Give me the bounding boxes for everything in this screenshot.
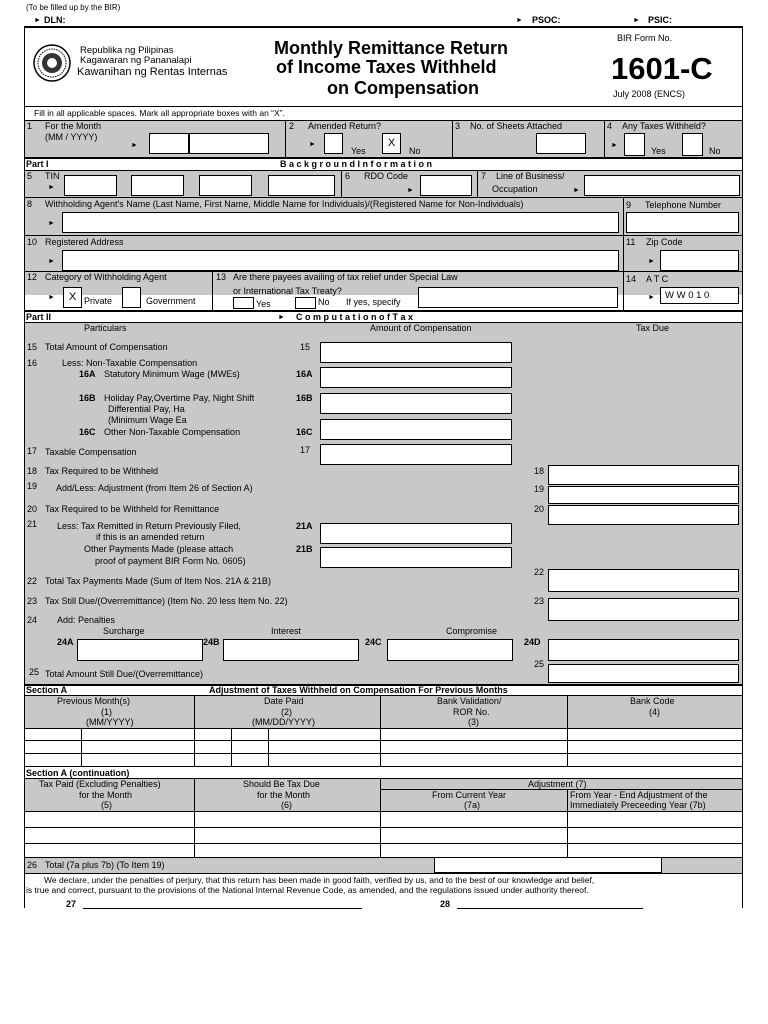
item-26-num: 26 bbox=[27, 860, 38, 870]
tax-remitted-previously-input[interactable] bbox=[320, 523, 512, 544]
item-2-label: Amended Return? bbox=[308, 121, 382, 131]
col4-heading-b: (4) bbox=[649, 707, 660, 717]
relief-yes-label: Yes bbox=[256, 299, 271, 309]
divider bbox=[24, 106, 743, 107]
col3-heading-c: (3) bbox=[468, 717, 479, 727]
item-19-label: Add/Less: Adjustment (from Item 26 of Section A) bbox=[56, 483, 253, 493]
form-number: 1601-C bbox=[611, 51, 713, 86]
col7b-heading-a: From Year - End Adjustment of the bbox=[570, 790, 708, 800]
category-government-label: Government bbox=[146, 296, 196, 306]
item-20-label: Tax Required to be Withheld for Remittance bbox=[45, 504, 220, 514]
item-25-label: Total Amount Still Due/(Overremittance) bbox=[45, 669, 204, 679]
item-12-label: Category of Withholding Agent bbox=[45, 272, 167, 282]
divider bbox=[24, 728, 743, 729]
col2-heading-a: Date Paid bbox=[264, 696, 304, 706]
item-6-num: 6 bbox=[345, 171, 351, 181]
agent-name-input[interactable] bbox=[62, 212, 619, 233]
item-2-num: 2 bbox=[289, 121, 295, 131]
item-14-num: 14 bbox=[626, 274, 637, 284]
form-title-line3: on Compensation bbox=[327, 78, 479, 98]
tax-due-heading: Tax Due bbox=[636, 323, 670, 333]
item-24c-code: 24C bbox=[365, 637, 382, 647]
col1-heading-a: Previous Month(s) bbox=[57, 696, 131, 706]
item-25-num: 25 bbox=[29, 667, 40, 677]
item-24b-code: 24B bbox=[203, 637, 220, 647]
frame-top bbox=[24, 26, 743, 28]
item-21a-label2: if this is an amended return bbox=[96, 532, 205, 542]
divider bbox=[24, 811, 743, 812]
amended-no-label: No bbox=[409, 146, 421, 156]
divider bbox=[24, 740, 743, 741]
divider bbox=[24, 235, 743, 236]
item-15-code: 15 bbox=[300, 342, 311, 352]
item-14-label: A T C bbox=[646, 274, 669, 284]
item-17-label: Taxable Compensation bbox=[45, 447, 137, 457]
item-28-num: 28 bbox=[440, 899, 451, 909]
total-amount-still-due-input[interactable] bbox=[548, 664, 739, 683]
adjustment-input[interactable] bbox=[548, 486, 739, 504]
arrow-icon: ► bbox=[407, 187, 414, 194]
section-a2-label: Section A (continuation) bbox=[26, 768, 130, 778]
item-5-label: TIN bbox=[45, 171, 60, 181]
col1-heading-c: (MM/YYYY) bbox=[86, 717, 134, 727]
arrow-icon: ► bbox=[48, 184, 55, 191]
item-8-num: 8 bbox=[27, 199, 33, 209]
divider bbox=[341, 171, 342, 198]
item-8-label: Withholding Agent's Name (Last Name, First Name, Middle Name for Individuals)/(Registered Name for Non-Individuals) bbox=[45, 199, 524, 209]
divider bbox=[452, 121, 453, 157]
item-11-num: 11 bbox=[626, 237, 636, 247]
relief-specify-input[interactable] bbox=[418, 287, 618, 308]
item-3-num: 3 bbox=[455, 121, 461, 131]
item-19-num: 19 bbox=[27, 481, 38, 491]
part2-title: C o m p u t a t i o n o f T a x bbox=[296, 312, 413, 322]
arrow-icon: ► bbox=[34, 17, 41, 24]
statutory-minimum-wage-input[interactable] bbox=[320, 367, 512, 388]
item-21a-label1: Less: Tax Remitted in Return Previously Filed, bbox=[57, 521, 241, 531]
form-no-label: BIR Form No. bbox=[617, 33, 673, 43]
month-yyyy-input[interactable] bbox=[189, 133, 269, 154]
item-9-label: Telephone Number bbox=[645, 200, 722, 210]
part1-label: Part I bbox=[26, 159, 49, 169]
category-government-checkbox[interactable] bbox=[122, 287, 141, 308]
divider bbox=[380, 696, 381, 767]
signature-line-28[interactable] bbox=[457, 908, 643, 909]
divider bbox=[194, 696, 195, 767]
interest-input[interactable] bbox=[223, 639, 359, 661]
other-nontaxable-input[interactable] bbox=[320, 419, 512, 440]
registered-address-input[interactable] bbox=[62, 250, 619, 271]
arrow-icon: ► bbox=[278, 314, 285, 321]
part1-title: B a c k g r o u n d I n f o r m a t i o n bbox=[280, 159, 433, 169]
item-18-num: 18 bbox=[27, 466, 38, 476]
divider bbox=[24, 197, 743, 198]
item-7-num: 7 bbox=[481, 171, 487, 181]
item-16a-num: 16A bbox=[79, 369, 96, 379]
divider bbox=[24, 873, 743, 874]
item-20-code: 20 bbox=[534, 504, 545, 514]
particulars-heading: Particulars bbox=[84, 323, 127, 333]
item-18-label: Tax Required to be Withheld bbox=[45, 466, 159, 476]
amended-no-checkbox[interactable]: X bbox=[382, 133, 401, 154]
item-11-label: Zip Code bbox=[646, 237, 683, 247]
item-13-num: 13 bbox=[216, 272, 227, 282]
telephone-input[interactable] bbox=[626, 212, 739, 233]
divider bbox=[604, 121, 605, 157]
col1-heading-b: (1) bbox=[101, 707, 112, 717]
agency-line1: Republika ng Pilipinas bbox=[80, 45, 174, 56]
month-mm-input[interactable] bbox=[149, 133, 189, 154]
col7a-heading-b: (7a) bbox=[464, 800, 481, 810]
bir-seal-icon bbox=[33, 44, 71, 82]
amended-yes-checkbox[interactable] bbox=[324, 133, 343, 154]
item-1-format: (MM / YYYY) bbox=[45, 132, 98, 142]
arrow-icon: ► bbox=[611, 142, 618, 149]
item-16b-label1: Holiday Pay,Overtime Pay, Night Shift bbox=[104, 393, 255, 403]
arrow-icon: ► bbox=[48, 220, 55, 227]
item-6-label: RDO Code bbox=[364, 171, 409, 181]
item-21b-label1: Other Payments Made (please attach bbox=[84, 544, 234, 554]
signature-line-27[interactable] bbox=[83, 908, 362, 909]
item-24a-code: 24A bbox=[57, 637, 74, 647]
taxes-withheld-yes-label: Yes bbox=[651, 146, 666, 156]
item-16-num: 16 bbox=[27, 358, 38, 368]
item-26-label: Total (7a plus 7b) (To Item 19) bbox=[45, 860, 165, 870]
amended-yes-label: Yes bbox=[351, 146, 366, 156]
item-21b-label2: proof of payment BIR Form No. 0605) bbox=[95, 556, 246, 566]
item-16a-label: Statutory Minimum Wage (MWEs) bbox=[104, 369, 240, 379]
col7b-heading-b: Immediately Preceeding Year (7b) bbox=[570, 800, 706, 810]
arrow-icon: ► bbox=[573, 187, 580, 194]
divider bbox=[81, 729, 82, 766]
col5-heading-a: Tax Paid (Excluding Penalties) bbox=[39, 779, 161, 789]
divider bbox=[477, 171, 478, 198]
item-15-label: Total Amount of Compensation bbox=[45, 342, 168, 352]
item-1-num: 1 bbox=[27, 121, 33, 131]
item-16-label: Less: Non-Taxable Compensation bbox=[62, 358, 198, 368]
item-17-code: 17 bbox=[300, 445, 311, 455]
psic-label: PSIC: bbox=[648, 15, 673, 25]
item-7-label1: Line of Business/ bbox=[496, 171, 565, 181]
agency-line2: Kagawaran ng Pananalapi bbox=[80, 55, 192, 66]
item-13-label2: or International Tax Treaty? bbox=[233, 286, 342, 296]
instructions: Fill in all applicable spaces. Mark all appropriate boxes with an “X”. bbox=[34, 108, 285, 118]
arrow-icon: ► bbox=[648, 258, 655, 265]
col7a-heading-a: From Current Year bbox=[432, 790, 507, 800]
item-20-num: 20 bbox=[27, 504, 38, 514]
section-a-title: Adjustment of Taxes Withheld on Compensation For Previous Months bbox=[209, 685, 508, 695]
form-title-line1: Monthly Remittance Return bbox=[274, 38, 509, 58]
arrow-icon: ► bbox=[633, 17, 640, 24]
divider bbox=[567, 789, 568, 857]
item-16b-num: 16B bbox=[79, 393, 96, 403]
item-12-num: 12 bbox=[27, 272, 38, 282]
divider bbox=[567, 696, 568, 767]
total-penalties-input[interactable] bbox=[548, 639, 739, 661]
surcharge-input[interactable] bbox=[77, 639, 203, 661]
tax-required-input[interactable] bbox=[548, 465, 739, 485]
divider bbox=[24, 753, 743, 754]
total-tax-payments-input[interactable] bbox=[548, 569, 739, 592]
arrow-icon: ► bbox=[48, 294, 55, 301]
col7-heading: Adjustment (7) bbox=[528, 779, 587, 789]
tax-still-due-input[interactable] bbox=[548, 598, 739, 621]
item-22-code: 22 bbox=[534, 567, 545, 577]
divider bbox=[623, 236, 624, 272]
zip-code-input[interactable] bbox=[660, 250, 739, 271]
part2-label: Part II bbox=[26, 312, 52, 322]
item-22-label: Total Tax Payments Made (Sum of Item Nos. 21A & 21B) bbox=[45, 576, 271, 586]
atc-input[interactable]: W W 0 1 0 bbox=[660, 287, 739, 304]
divider bbox=[623, 198, 624, 236]
compromise-heading: Compromise bbox=[446, 626, 498, 636]
tin-part4-input[interactable] bbox=[268, 175, 335, 196]
divider bbox=[212, 272, 213, 310]
col4-heading-a: Bank Code bbox=[630, 696, 675, 706]
col6-heading-c: (6) bbox=[281, 800, 292, 810]
arrow-icon: ► bbox=[648, 294, 655, 301]
category-private-label: Private bbox=[84, 296, 113, 306]
item-13-label1: Are there payees availing of tax relief under Special Law bbox=[233, 272, 458, 282]
form-title-line2: of Income Taxes Withheld bbox=[276, 57, 497, 77]
item-5-num: 5 bbox=[27, 171, 33, 181]
rdo-code-input[interactable] bbox=[420, 175, 472, 196]
item-23-num: 23 bbox=[27, 596, 38, 606]
sheets-attached-input[interactable] bbox=[536, 133, 586, 154]
taxes-withheld-no-checkbox[interactable] bbox=[682, 133, 703, 156]
divider bbox=[268, 729, 269, 766]
item-7-label2: Occupation bbox=[492, 184, 538, 194]
item-15-num: 15 bbox=[27, 342, 38, 352]
total-compensation-input[interactable] bbox=[320, 342, 512, 363]
col5-heading-c: (5) bbox=[101, 800, 112, 810]
relief-yes-checkbox[interactable] bbox=[233, 297, 254, 309]
item-10-num: 10 bbox=[27, 237, 38, 247]
compromise-input[interactable] bbox=[387, 639, 513, 661]
bir-note: (To be filled up by the BIR) bbox=[26, 3, 121, 12]
item-24-num: 24 bbox=[27, 615, 38, 625]
arrow-icon: ► bbox=[131, 142, 138, 149]
item-23-label: Tax Still Due/(Overremittance) (Item No. 20 less Item No. 22) bbox=[45, 596, 288, 606]
item-3-label: No. of Sheets Attached bbox=[470, 121, 563, 131]
item-16c-code: 16C bbox=[296, 427, 313, 437]
item-21-num: 21 bbox=[27, 519, 38, 529]
section-a-label: Section A bbox=[26, 685, 68, 695]
item-21a-code: 21A bbox=[296, 521, 313, 531]
item-9-num: 9 bbox=[626, 200, 632, 210]
divider bbox=[285, 121, 286, 157]
divider bbox=[623, 272, 624, 310]
other-payments-input[interactable] bbox=[320, 547, 512, 568]
arrow-icon: ► bbox=[516, 17, 523, 24]
item-16c-num: 16C bbox=[79, 427, 96, 437]
col2-heading-b: (2) bbox=[281, 707, 292, 717]
line-of-business-input[interactable] bbox=[584, 175, 740, 196]
category-private-checkbox[interactable]: X bbox=[63, 287, 82, 308]
item-24-label: Add: Penalties bbox=[57, 615, 116, 625]
item-21b-code: 21B bbox=[296, 544, 313, 554]
arrow-icon: ► bbox=[48, 258, 55, 265]
divider bbox=[24, 766, 743, 767]
form-date: July 2008 (ENCS) bbox=[613, 89, 686, 99]
divider bbox=[24, 827, 743, 828]
arrow-icon: ► bbox=[309, 141, 316, 148]
item-16b-code: 16B bbox=[296, 393, 313, 403]
divider bbox=[194, 779, 195, 857]
col5-heading-b: for the Month bbox=[79, 790, 133, 800]
col2-heading-c: (MM/DD/YYYY) bbox=[252, 717, 315, 727]
divider bbox=[380, 779, 381, 857]
item-16b-label3: (Minimum Wage Ea bbox=[108, 415, 187, 425]
item-23-code: 23 bbox=[534, 596, 545, 606]
item-18-code: 18 bbox=[534, 466, 545, 476]
interest-heading: Interest bbox=[271, 626, 302, 636]
col3-heading-b: ROR No. bbox=[453, 707, 490, 717]
item-27-num: 27 bbox=[66, 899, 77, 909]
relief-no-checkbox[interactable] bbox=[295, 297, 316, 309]
tax-for-remittance-input[interactable] bbox=[548, 505, 739, 525]
item-25-code: 25 bbox=[534, 659, 545, 669]
item-22-num: 22 bbox=[27, 576, 38, 586]
item-1-label: For the Month bbox=[45, 121, 102, 131]
item-16a-code: 16A bbox=[296, 369, 313, 379]
col6-heading-b: for the Month bbox=[257, 790, 311, 800]
item-16c-label: Other Non-Taxable Compensation bbox=[104, 427, 241, 437]
item-16b-label2: Differential Pay, Ha bbox=[108, 404, 185, 414]
item-19-code: 19 bbox=[534, 484, 545, 494]
relief-specify-label: If yes, specify bbox=[346, 297, 401, 307]
tin-part2-input[interactable] bbox=[131, 175, 184, 196]
declaration-line1: We declare, under the penalties of perjury, that this return has been made in good faith, verified by us, and to the best of our knowledge and belief, bbox=[44, 875, 595, 885]
psoc-label: PSOC: bbox=[532, 15, 561, 25]
item-10-label: Registered Address bbox=[45, 237, 124, 247]
tin-part1-input[interactable] bbox=[64, 175, 117, 196]
agency-line3: Kawanihan ng Rentas Internas bbox=[77, 66, 228, 78]
col6-heading-a: Should Be Tax Due bbox=[243, 779, 320, 789]
amount-heading: Amount of Compensation bbox=[370, 323, 472, 333]
item-17-num: 17 bbox=[27, 446, 38, 456]
taxes-withheld-no-label: No bbox=[709, 146, 721, 156]
divider bbox=[24, 843, 743, 844]
total-adjustment-input[interactable] bbox=[434, 857, 662, 873]
tin-part3-input[interactable] bbox=[199, 175, 252, 196]
item-4-label: Any Taxes Withheld? bbox=[622, 121, 706, 131]
holiday-pay-input[interactable] bbox=[320, 393, 512, 414]
item-4-num: 4 bbox=[607, 121, 613, 131]
declaration-line2: is true and correct, pursuant to the provisions of the National Internal Revenue Code, as amended, and the regulations issued under authority thereof. bbox=[26, 885, 589, 895]
taxes-withheld-yes-checkbox[interactable] bbox=[624, 133, 645, 156]
col3-heading-a: Bank Validation/ bbox=[437, 696, 502, 706]
surcharge-heading: Surcharge bbox=[103, 626, 145, 636]
taxable-compensation-input[interactable] bbox=[320, 444, 512, 465]
item-24d-code: 24D bbox=[524, 637, 541, 647]
dln-label: DLN: bbox=[44, 15, 66, 25]
divider bbox=[231, 729, 232, 766]
relief-no-label: No bbox=[318, 297, 330, 307]
